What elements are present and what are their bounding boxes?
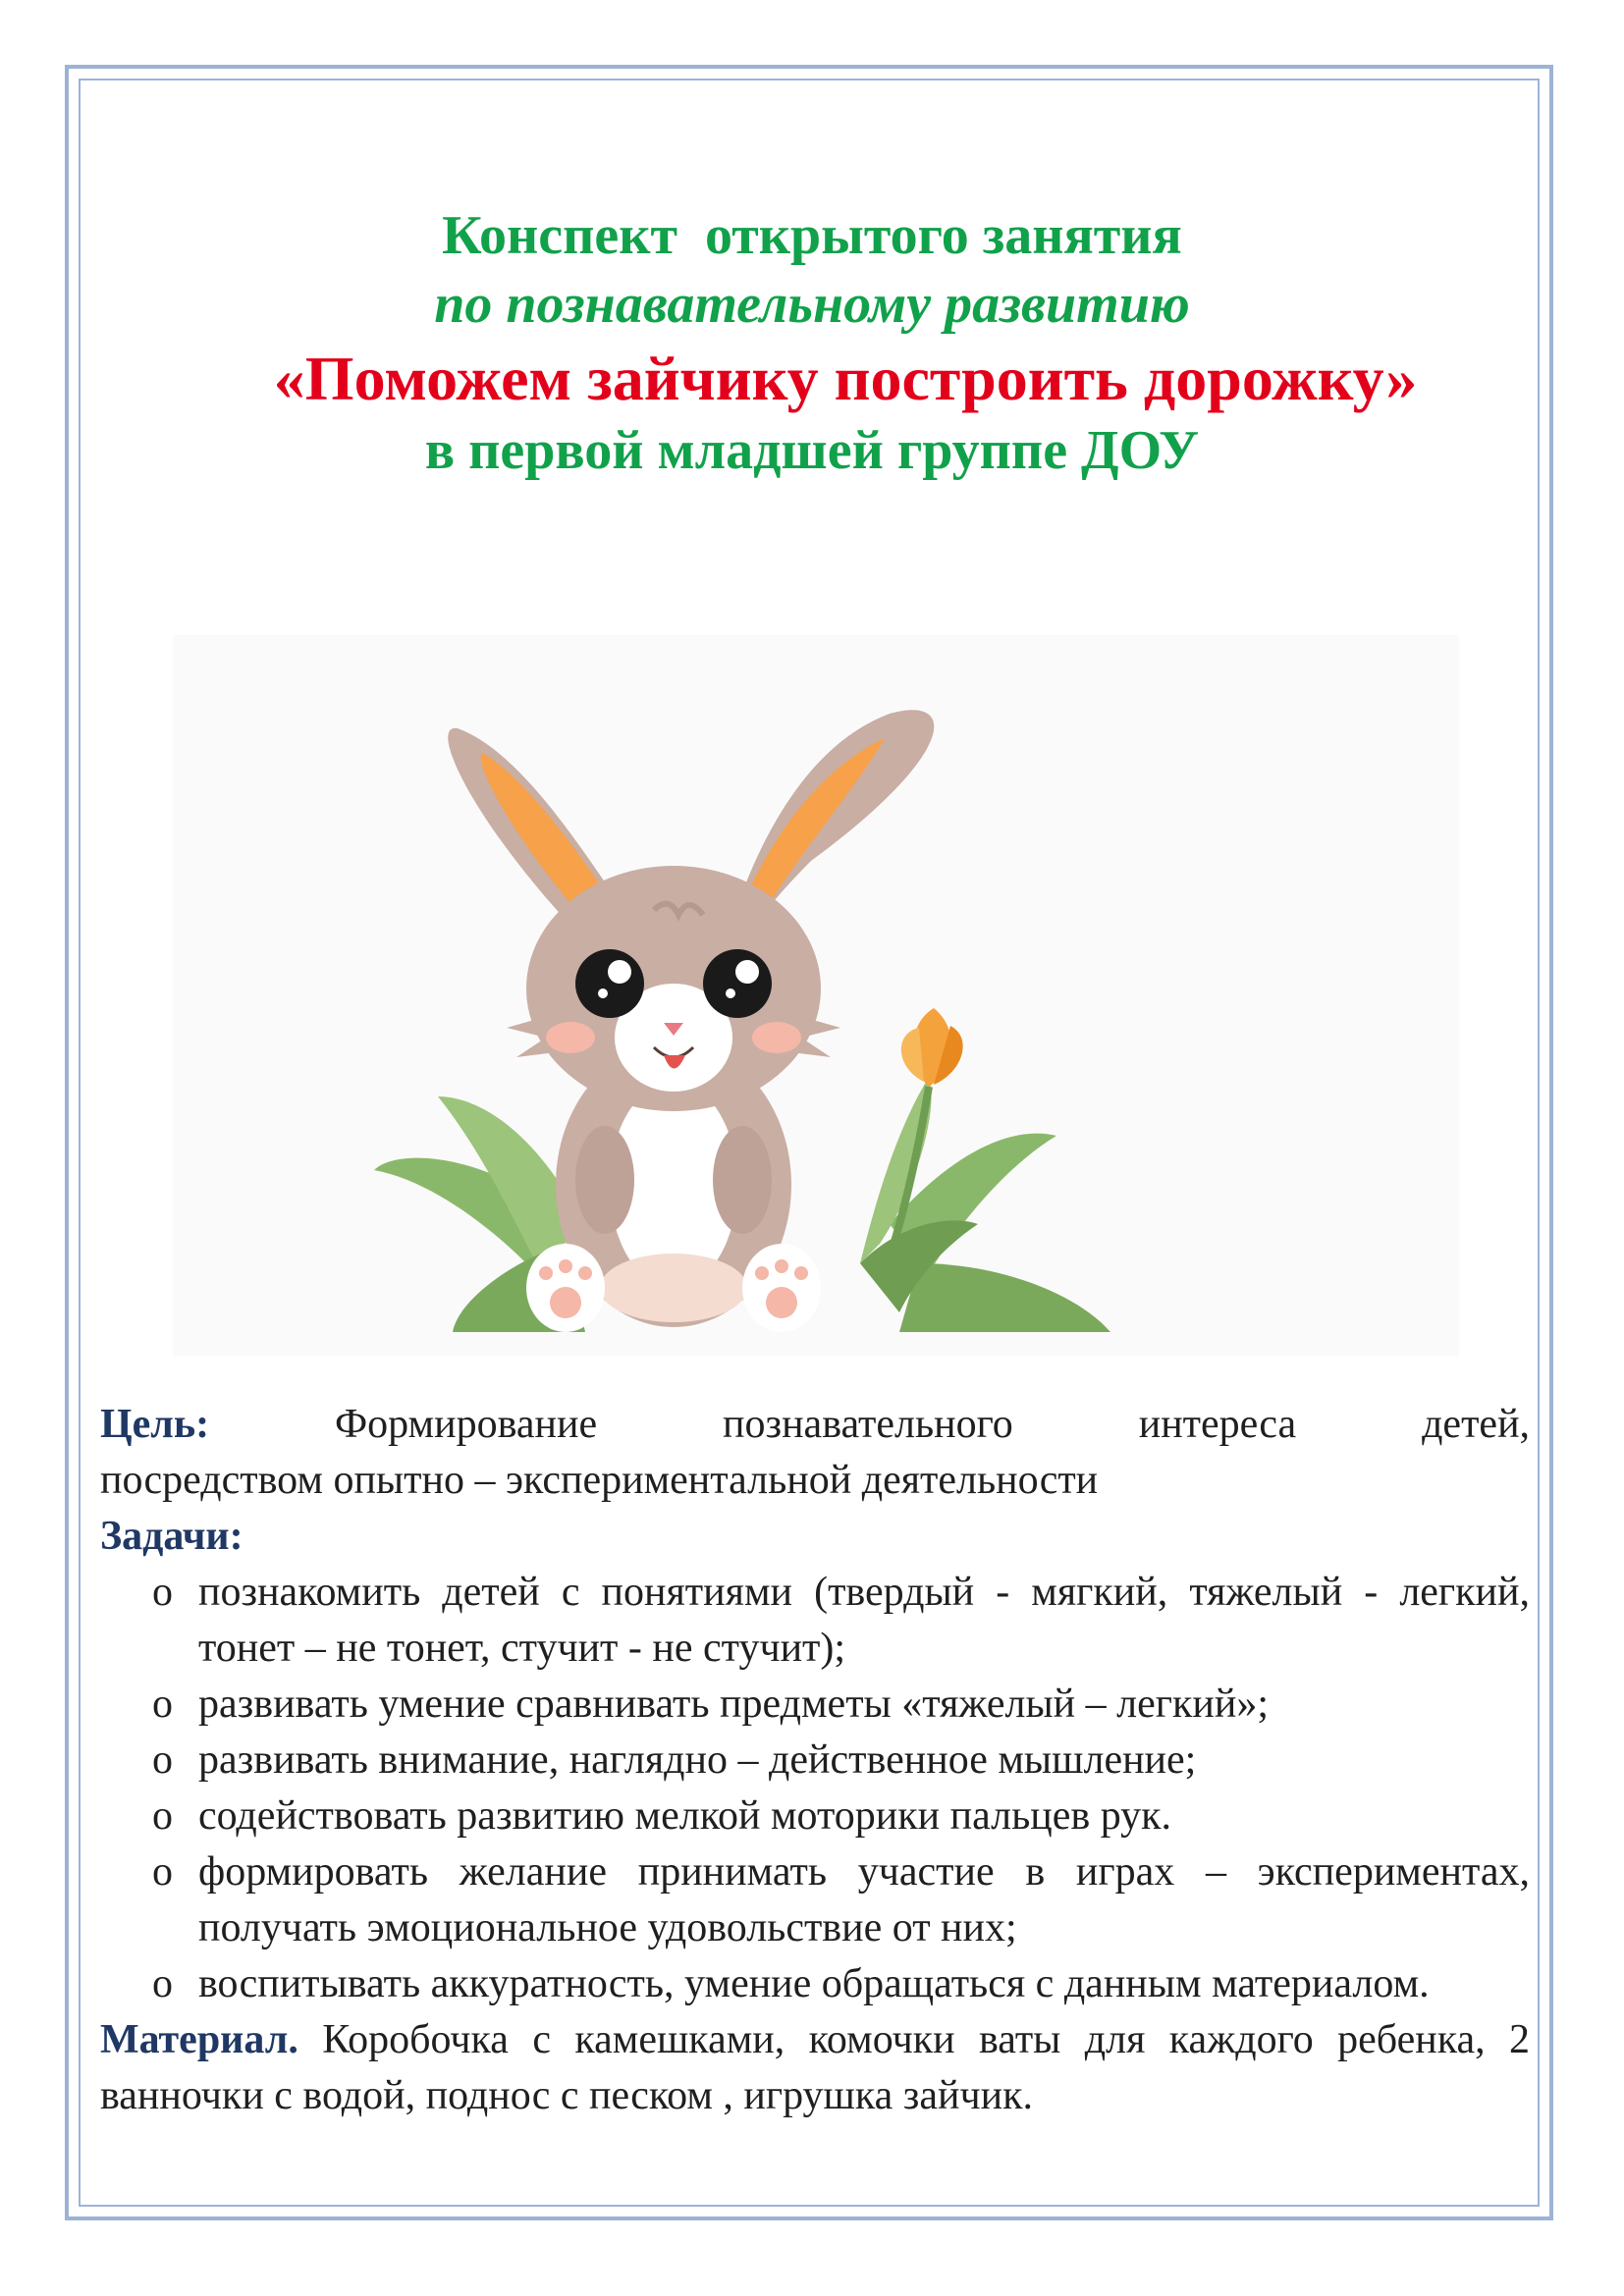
list-item-text: формировать желание принимать участие в играх – экспериментах, получать эмоциональное удовольствие от них; — [198, 1849, 1530, 1950]
tasks-label: Задачи: — [100, 1514, 244, 1559]
list-item-text: развивать внимание, наглядно – действенное мышление; — [198, 1737, 1197, 1783]
list-item-text: воспитывать аккуратность, умение обращаться с данным материалом. — [198, 1961, 1430, 2006]
bullet-icon: o — [152, 1570, 173, 1615]
goal-label: Цель: — [100, 1402, 210, 1447]
goal-word: детей, — [1422, 1402, 1531, 1447]
goal-word: познавательного — [723, 1402, 1013, 1447]
bunny-illustration — [173, 635, 1459, 1356]
list-item — [100, 1789, 1530, 1844]
bullet-icon: o — [152, 1849, 173, 1895]
bullet-icon: o — [152, 1961, 173, 2006]
list-item — [100, 1844, 1530, 1956]
title-line-1: Конспект открытого занятия — [442, 205, 1182, 266]
list-item — [100, 1956, 1530, 2012]
list-item-text: познакомить детей с понятиями (твердый - мягкий, тяжелый - легкий, тонет – не тонет, стучит - не стучит); — [198, 1570, 1530, 1671]
list-item — [100, 1677, 1530, 1733]
goal-word: Формирование — [334, 1402, 598, 1447]
list-item-text: содействовать развитию мелкой моторики пальцев рук. — [198, 1793, 1172, 1839]
title-line-4: в первой младшей группе ДОУ — [424, 420, 1200, 481]
title-block — [79, 201, 1545, 482]
materials-text: Коробочка с камешками, комочки ваты для каждого ребенка, 2 ванночки с водой, поднос с песком , игрушка зайчик. — [100, 2017, 1530, 2118]
title-line-3: «Поможем зайчику построить дорожку» — [273, 344, 1418, 413]
goal-word: интереса — [1138, 1402, 1297, 1447]
bullet-icon: o — [152, 1793, 173, 1839]
bullet-icon: o — [152, 1737, 173, 1783]
list-item — [100, 1565, 1530, 1677]
list-item-text: развивать умение сравнивать предметы «тяжелый – легкий»; — [198, 1682, 1270, 1727]
materials-label: Материал. — [100, 2017, 298, 2062]
goal-paragraph — [100, 1397, 1530, 1453]
tasks-list — [100, 1565, 1530, 2012]
document-body — [100, 1397, 1530, 2124]
materials-paragraph — [100, 2012, 1530, 2124]
goal-line-2: посредством опытно – экспериментальной деятельности — [100, 1458, 1099, 1503]
bullet-icon: o — [152, 1682, 173, 1727]
list-item — [100, 1733, 1530, 1789]
title-line-2: по познавательному развитию — [434, 274, 1190, 335]
bunny-icon — [173, 635, 1459, 1356]
